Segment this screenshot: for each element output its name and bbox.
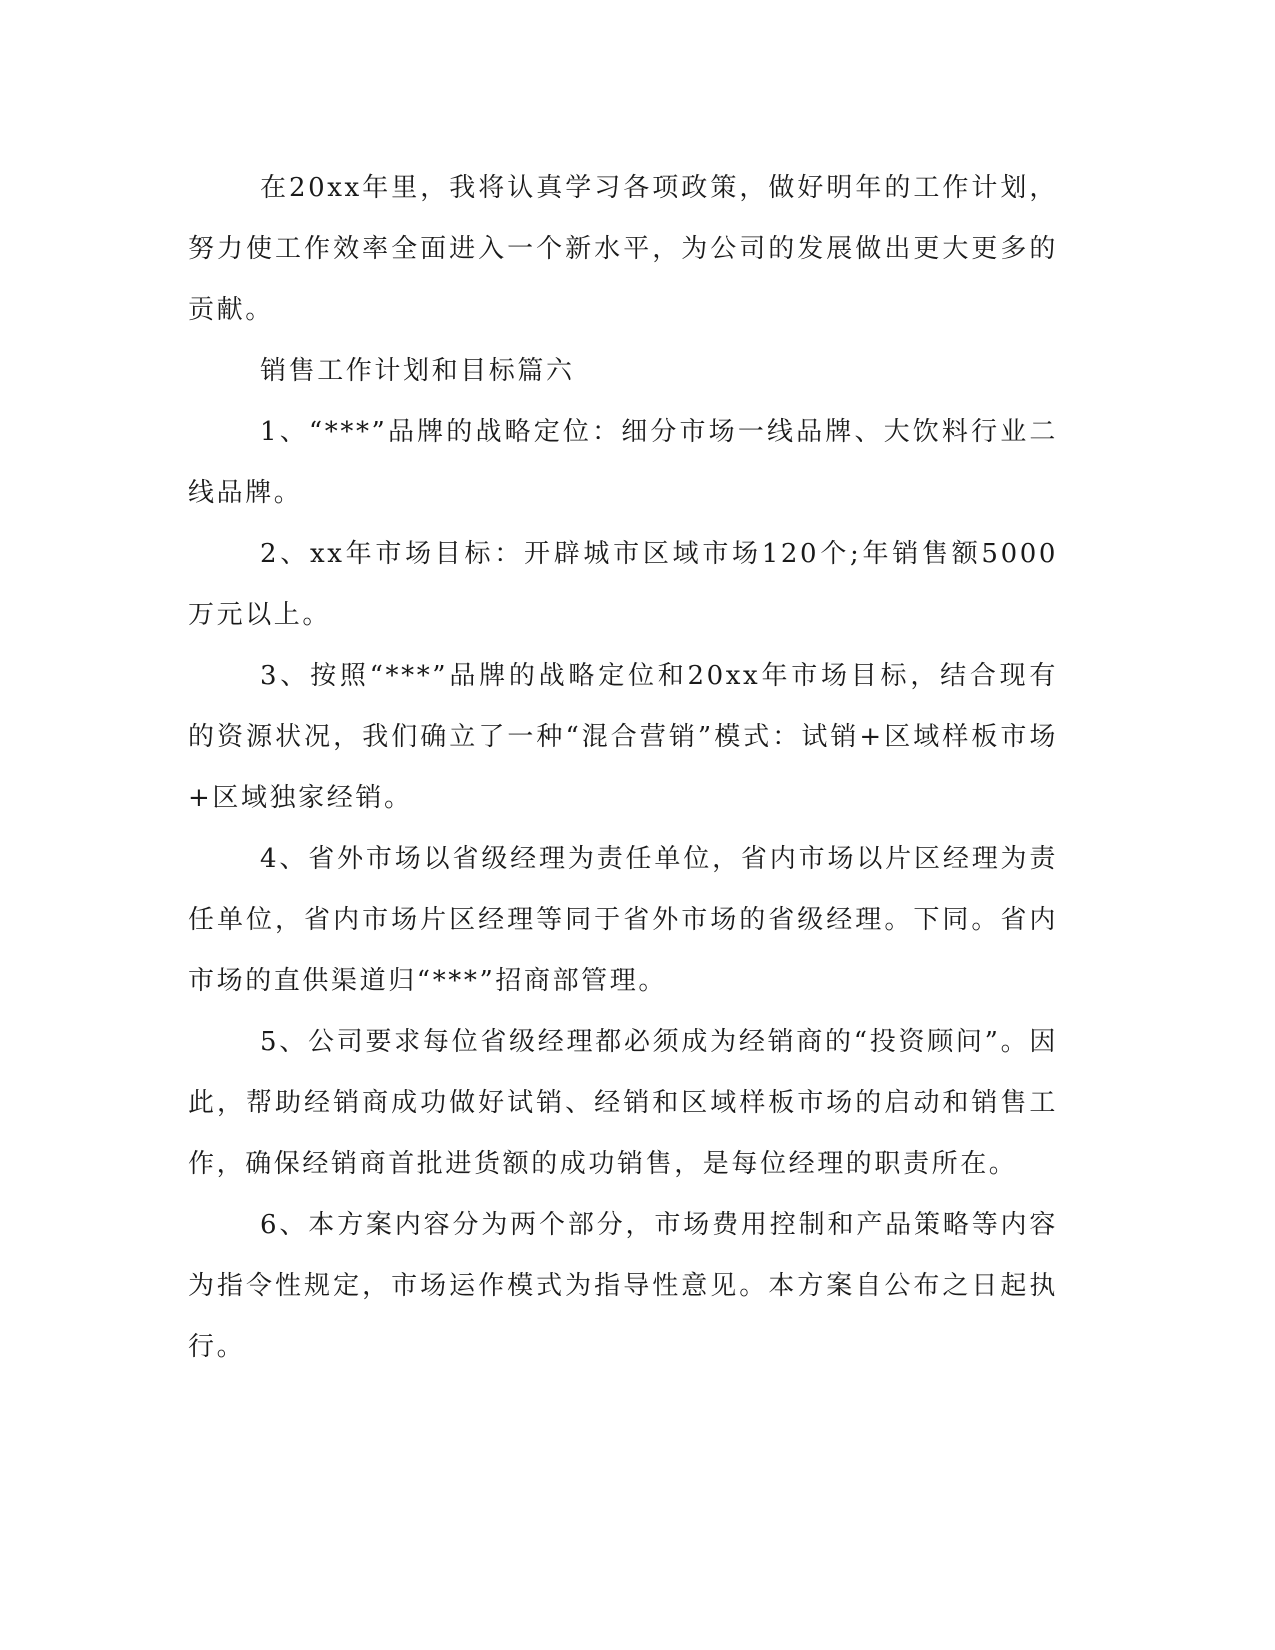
document-body <box>188 158 1058 1378</box>
paragraph-item-2: 2、xx年市场目标：开辟城市区域市场120个;年销售额5000万元以上。 <box>188 539 1058 630</box>
paragraph-item-1: 1、“***”品牌的战略定位：细分市场一线品牌、大饮料行业二线品牌。 <box>188 417 1058 508</box>
section-heading: 销售工作计划和目标篇六 <box>260 356 575 386</box>
paragraph-item-6: 6、本方案内容分为两个部分，市场费用控制和产品策略等内容为指令性规定，市场运作模式为指导性意见。本方案自公布之日起执行。 <box>188 1210 1058 1362</box>
paragraph-intro: 在20xx年里，我将认真学习各项政策，做好明年的工作计划，努力使工作效率全面进入一个新水平，为公司的发展做出更大更多的贡献。 <box>188 173 1058 325</box>
paragraph-item-5: 5、公司要求每位省级经理都必须成为经销商的“投资顾问”。因此，帮助经销商成功做好试销、经销和区域样板市场的启动和销售工作，确保经销商首批进货额的成功销售，是每位经理的职责所在。 <box>188 1027 1058 1179</box>
paragraph-item-4: 4、省外市场以省级经理为责任单位，省内市场以片区经理为责任单位，省内市场片区经理等同于省外市场的省级经理。下同。省内市场的直供渠道归“***”招商部管理。 <box>188 844 1058 996</box>
paragraph-item-3: 3、按照“***”品牌的战略定位和20xx年市场目标，结合现有的资源状况，我们确立了一种“混合营销”模式：试销+区域样板市场+区域独家经销。 <box>188 661 1058 813</box>
